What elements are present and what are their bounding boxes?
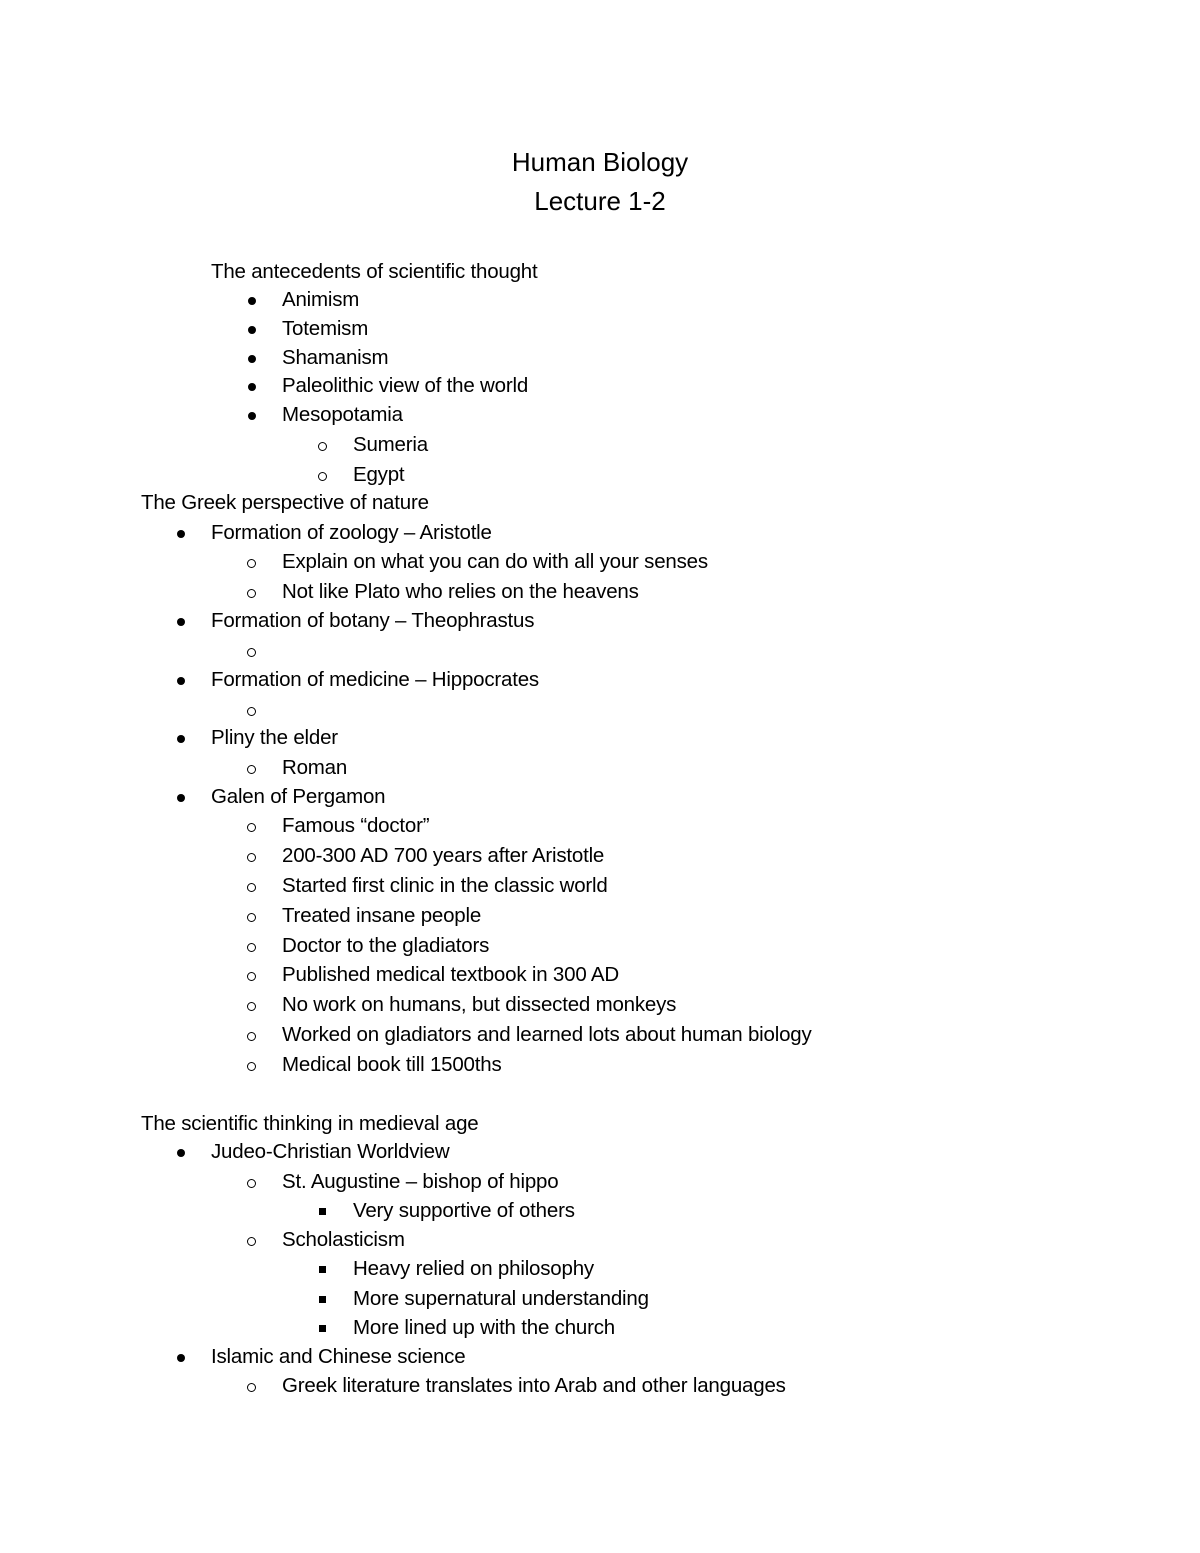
bullet-circle-icon bbox=[247, 765, 256, 774]
section-heading-text: The antecedents of scientific thought bbox=[211, 260, 538, 283]
list-item-text: Mesopotamia bbox=[282, 403, 403, 426]
list-item-text: Heavy relied on philosophy bbox=[353, 1257, 594, 1280]
list-item-text: More lined up with the church bbox=[353, 1316, 615, 1339]
bullet-circle-icon bbox=[247, 1032, 256, 1041]
section-heading-text: The Greek perspective of nature bbox=[141, 491, 429, 514]
bullet-disc-icon bbox=[177, 794, 185, 802]
bullet-disc-icon bbox=[177, 1149, 185, 1157]
list-item-text: Sumeria bbox=[353, 433, 428, 456]
bullet-square-icon bbox=[319, 1325, 326, 1332]
bullet-square-icon bbox=[319, 1208, 326, 1215]
list-item-text: Roman bbox=[282, 756, 348, 779]
bullet-circle-icon bbox=[247, 853, 256, 862]
bullet-circle-icon bbox=[247, 943, 256, 952]
bullet-circle-icon bbox=[247, 1002, 256, 1011]
bullet-disc-icon bbox=[248, 412, 256, 420]
list-item-text: Paleolithic view of the world bbox=[282, 374, 529, 397]
bullet-square-icon bbox=[319, 1296, 326, 1303]
bullet-disc-icon bbox=[177, 530, 185, 538]
list-item-text: Explain on what you can do with all your senses bbox=[282, 550, 708, 573]
list-item-text: Treated insane people bbox=[282, 904, 482, 927]
bullet-circle-icon bbox=[247, 972, 256, 981]
bullet-circle-icon bbox=[247, 559, 256, 568]
list-item-text: Pliny the elder bbox=[211, 726, 338, 749]
list-item-text: Very supportive of others bbox=[353, 1199, 575, 1222]
list-item-text: St. Augustine – bishop of hippo bbox=[282, 1170, 559, 1193]
list-item-text: Greek literature translates into Arab and other languages bbox=[282, 1374, 786, 1397]
bullet-disc-icon bbox=[248, 383, 256, 391]
list-item-text: 200-300 AD 700 years after Aristotle bbox=[282, 844, 605, 867]
list-item-text: Totemism bbox=[282, 317, 369, 340]
bullet-circle-icon bbox=[247, 883, 256, 892]
list-item-text: Animism bbox=[282, 288, 360, 311]
list-item-text: Galen of Pergamon bbox=[211, 785, 386, 808]
bullet-circle-icon bbox=[247, 1383, 256, 1392]
bullet-circle-icon bbox=[318, 472, 327, 481]
bullet-disc-icon bbox=[248, 355, 256, 363]
bullet-disc-icon bbox=[177, 677, 185, 685]
bullet-circle-icon bbox=[247, 648, 256, 657]
bullet-disc-icon bbox=[177, 1354, 185, 1362]
bullet-circle-icon bbox=[318, 442, 327, 451]
list-item-text: Doctor to the gladiators bbox=[282, 934, 490, 957]
list-item-text: Egypt bbox=[353, 463, 405, 486]
bullet-disc-icon bbox=[177, 735, 185, 743]
list-item-text: Scholasticism bbox=[282, 1228, 405, 1251]
bullet-square-icon bbox=[319, 1266, 326, 1273]
bullet-circle-icon bbox=[247, 589, 256, 598]
list-item-text: Medical book till 1500ths bbox=[282, 1053, 502, 1076]
list-item-text: Formation of zoology – Aristotle bbox=[211, 521, 492, 544]
bullet-circle-icon bbox=[247, 707, 256, 716]
bullet-circle-icon bbox=[247, 1062, 256, 1071]
list-item-text: Islamic and Chinese science bbox=[211, 1345, 466, 1368]
list-item-text: More supernatural understanding bbox=[353, 1287, 649, 1310]
list-item-text: No work on humans, but dissected monkeys bbox=[282, 993, 677, 1016]
list-item-text: Not like Plato who relies on the heavens bbox=[282, 580, 639, 603]
bullet-circle-icon bbox=[247, 823, 256, 832]
bullet-circle-icon bbox=[247, 1237, 256, 1246]
list-item-text: Started first clinic in the classic world bbox=[282, 874, 608, 897]
bullet-disc-icon bbox=[177, 618, 185, 626]
list-item-text: Worked on gladiators and learned lots about human biology bbox=[282, 1023, 812, 1046]
list-item-text: Famous “doctor” bbox=[282, 814, 430, 837]
bullet-disc-icon bbox=[248, 297, 256, 305]
list-item-text: Shamanism bbox=[282, 346, 389, 369]
list-item-text: Published medical textbook in 300 AD bbox=[282, 963, 619, 986]
list-item-text: Formation of medicine – Hippocrates bbox=[211, 668, 539, 691]
list-item-text: Formation of botany – Theophrastus bbox=[211, 609, 535, 632]
list-item-text: Judeo-Christian Worldview bbox=[211, 1140, 450, 1163]
document-title: Human Biology bbox=[511, 147, 689, 177]
section-heading-text: The scientific thinking in medieval age bbox=[141, 1112, 479, 1135]
bullet-circle-icon bbox=[247, 1179, 256, 1188]
bullet-circle-icon bbox=[247, 913, 256, 922]
document-subtitle: Lecture 1-2 bbox=[534, 186, 666, 216]
bullet-disc-icon bbox=[248, 326, 256, 334]
